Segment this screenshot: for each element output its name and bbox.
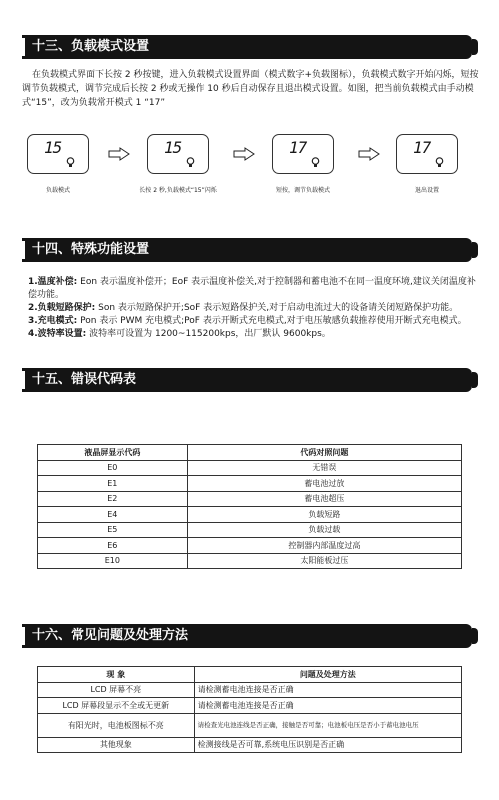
section-16-title: 十六、常见问题及处理方法 [32,628,189,643]
column-header: 现 象 [38,667,195,683]
table-cell: E1 [38,476,188,492]
table-row [38,682,462,698]
section-13-header [22,35,472,59]
list-item [28,315,478,328]
table-cell: 其他现象 [38,737,195,753]
lightbulb-icon [186,157,195,168]
lightbulb-icon [435,157,444,168]
table-row [38,460,462,476]
item-label: 3.充电模式: [28,316,78,326]
table-cell: 请检测蓄电池连接是否正确 [194,698,461,714]
lcd-display-1 [27,134,89,174]
table-cell: E10 [38,553,188,569]
section-14-header [22,238,472,262]
table-row [38,538,462,554]
item-text: Eon 表示温度补偿开；EoF 表示温度补偿关,对于控制器和蓄电池不在同一温度环境,建议关闭温度补偿功能。 [28,277,476,300]
table-row [38,507,462,523]
error-code-table [37,444,462,569]
lcd-digits: 17 [289,138,307,157]
table-cell: 负载短路 [187,507,461,523]
table-cell: 检测接线是否可靠,系统电压识别是否正确 [194,737,461,753]
section-15-header [22,368,472,392]
table-row [38,698,462,714]
right-arrow-icon [108,147,130,161]
list-item [28,276,478,302]
right-arrow-icon [233,147,255,161]
table-cell: E0 [38,460,188,476]
lightbulb-icon [311,157,320,168]
column-header: 液晶屏显示代码 [38,445,188,461]
section-13-body: 在负载模式界面下长按 2 秒按键，进入负载模式设置界面（模式数字+负载图标），负载模式数字开始闪烁，短按调节负载模式，调节完成后长按 2 秒或无操作 10 秒后自动保存且退出模式设置。如图，把当前负载模式由手动模式“15”，改为负载常开模式 1 “17” [22,70,479,108]
table-row [38,553,462,569]
table-cell: 蓄电池超压 [187,491,461,507]
table-cell: E2 [38,491,188,507]
section-15-title: 十五、错误代码表 [32,372,137,387]
step-caption-3: 短按，调节负载模式 [275,187,330,194]
step-caption-2: 长按 2 秒,负载模式“15”闪烁 [139,187,217,194]
item-text: Son 表示短路保护开;SoF 表示短路保护关,对于启动电流过大的设备请关闭短路保护功能。 [95,303,459,313]
lcd-display-2 [147,134,209,174]
section-16-header [22,624,472,648]
table-cell: 请检测蓄电池连接是否正确 [194,682,461,698]
column-header: 问题及处理方法 [194,667,461,683]
column-header: 代码对照问题 [187,445,461,461]
table-cell: LCD 屏幕不亮 [38,682,195,698]
table-cell: 无错误 [187,460,461,476]
list-item [28,302,478,315]
right-arrow-icon [358,147,380,161]
lcd-digits: 15 [164,138,182,157]
item-text: Pon 表示 PWM 充电模式;PoF 表示开断式充电模式,对于电压敏感负载推荐使用开断式充电模式。 [77,316,467,326]
table-cell: E5 [38,522,188,538]
table-cell: 蓄电池过放 [187,476,461,492]
item-text: 波特率可设置为 1200~115200kps，出厂默认 9600kps。 [86,329,331,339]
list-item [28,328,478,341]
lcd-digits: 17 [413,138,431,157]
lcd-digits: 15 [44,138,62,157]
lcd-display-3 [272,134,334,174]
lcd-display-4 [396,134,458,174]
table-row [38,522,462,538]
table-cell: 负载过载 [187,522,461,538]
section-13-title: 十三、负载模式设置 [32,39,150,54]
item-label: 4.波特率设置: [28,329,87,339]
item-label: 1.温度补偿: [28,277,78,287]
table-row [38,713,462,737]
table-cell: 太阳能板过压 [187,553,461,569]
table-cell: E6 [38,538,188,554]
table-header-row [38,445,462,461]
special-function-list [28,276,478,341]
table-cell: 有阳光时，电池板图标不亮 [38,713,195,737]
table-row [38,737,462,753]
table-cell: E4 [38,507,188,523]
lightbulb-icon [66,157,75,168]
table-cell: 请检查光电池连线是否正确，接触是否可靠；电池板电压是否小于蓄电池电压 [194,713,461,737]
table-cell: LCD 屏幕段显示不全或无更新 [38,698,195,714]
table-row [38,491,462,507]
table-row [38,476,462,492]
table-cell: 控制器内部温度过高 [187,538,461,554]
section-14-title: 十四、特殊功能设置 [32,242,150,257]
table-header-row [38,667,462,683]
item-label: 2.负载短路保护: [28,303,96,313]
step-caption-4: 退出设置 [414,187,439,194]
troubleshooting-table [37,666,462,753]
step-caption-1: 负载模式 [45,187,70,194]
